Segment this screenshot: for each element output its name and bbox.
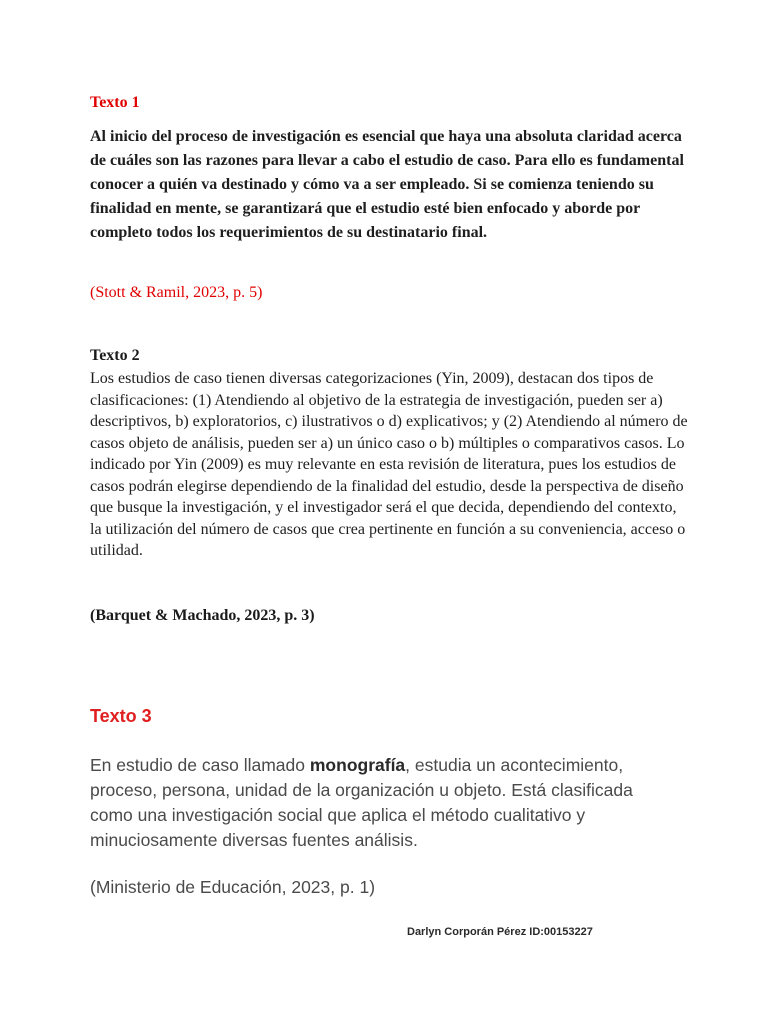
texto1-heading: Texto 1 [90,94,140,111]
texto3-body-end: , estudia un acontecimiento, proceso, persona, unidad de la organización u objeto. Está clasificada como una investigación social que aplica el método cualitativo y minuciosamente diversas fuentes análisis. [90,755,633,850]
texto2-citation: (Barquet & Machado, 2023, p. 3) [90,607,315,624]
texto3-body [90,753,670,853]
texto3-body-start: En estudio de caso llamado [90,755,310,775]
texto2-heading: Texto 2 [90,347,140,364]
texto3-citation: (Ministerio de Educación, 2023, p. 1) [90,877,376,897]
texto1-body: Al inicio del proceso de investigación es esencial que haya una absoluta claridad acerca de cuáles son las razones para llevar a cabo el estudio de caso. Para ello es fundamental conocer a quién va destinado y cómo va a ser empleado. Si se comienza teniendo su finalidad en mente, se garantizará que el estudio esté bien enfocado y aborde por completo todos los requerimientos de su destinatario final. [90,128,684,241]
texto2-body: Los estudios de caso tienen diversas categorizaciones (Yin, 2009), destacan dos tipos de clasificaciones: (1) Atendiendo al objetivo de la estrategia de investigación, pueden ser a) descriptivos, b) exploratorios, c) ilustrativos o d) explicativos; y (2) Atendiendo al número de casos objeto de análisis, pueden ser a) un único caso o b) múltiples o comparativos casos. Lo indicado por Yin (2009) es muy relevante en esta revisión de literatura, pues los estudios de casos podrán elegirse dependiendo de la finalidad del estudio, desde la perspectiva de diseño que busque la investigación, y el investigador será el que decida, dependiendo del contexto, la utilización del número de casos que crea pertinente en función a su conveniencia, acceso o utilidad. [90,370,688,559]
texto1-citation: (Stott & Ramil, 2023, p. 5) [90,284,263,301]
texto3-body-bold-term: monografía [309,755,406,775]
texto3-heading: Texto 3 [90,706,152,726]
author-id-line: Darlyn Corporán Pérez ID:00153227 [407,926,593,938]
